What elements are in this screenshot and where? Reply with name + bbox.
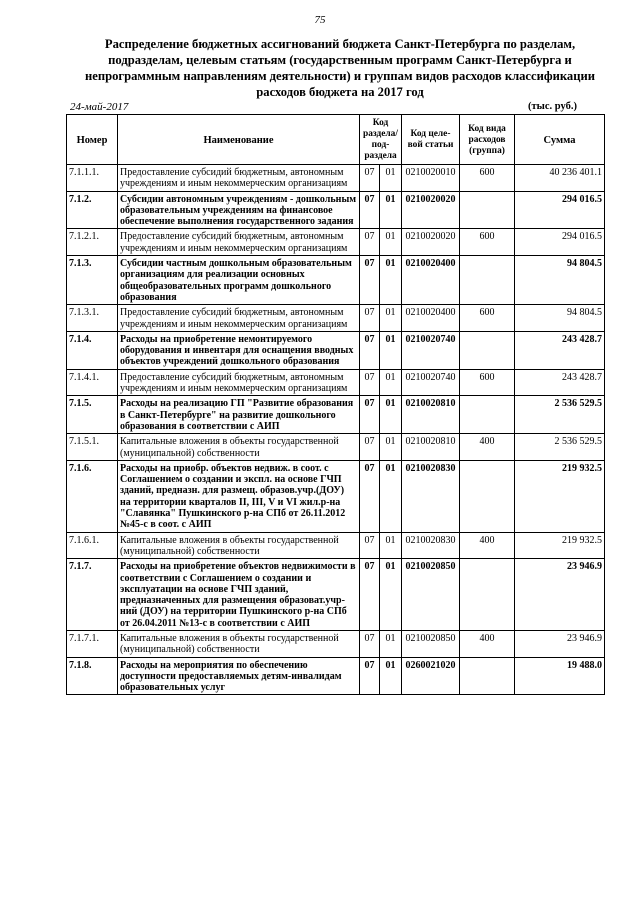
table-row xyxy=(67,532,605,559)
row-sum: 94 804.5 xyxy=(515,305,605,332)
row-name: Субсидии автономным учреждениям - дошкольным образовательным учреждениям на финансовое обеспечение выполнения государственного задания xyxy=(118,191,360,229)
header-number: Номер xyxy=(67,115,118,165)
row-section-code: 07 xyxy=(360,229,380,256)
row-number: 7.1.8. xyxy=(67,657,118,695)
row-section-code: 07 xyxy=(360,532,380,559)
row-subsection-code: 01 xyxy=(380,460,402,532)
row-subsection-code: 01 xyxy=(380,229,402,256)
row-expense-group xyxy=(460,657,515,695)
row-section-code: 07 xyxy=(360,396,380,434)
row-section-code: 07 xyxy=(360,630,380,657)
row-subsection-code: 01 xyxy=(380,305,402,332)
row-expense-group: 400 xyxy=(460,532,515,559)
row-target-code: 0210020010 xyxy=(402,165,460,192)
row-section-code: 07 xyxy=(360,559,380,631)
row-subsection-code: 01 xyxy=(380,165,402,192)
row-name: Капитальные вложения в объекты государственной (муниципальной) собственности xyxy=(118,434,360,461)
row-number: 7.1.3. xyxy=(67,256,118,305)
row-subsection-code: 01 xyxy=(380,630,402,657)
row-target-code: 0210020400 xyxy=(402,305,460,332)
row-number: 7.1.3.1. xyxy=(67,305,118,332)
row-sum: 23 946.9 xyxy=(515,630,605,657)
row-target-code: 0210020830 xyxy=(402,460,460,532)
row-target-code: 0210020810 xyxy=(402,396,460,434)
title-line: подразделам, целевым статьям (государственным программ Санкт-Петербурга и xyxy=(108,53,572,67)
row-section-code: 07 xyxy=(360,305,380,332)
row-sum: 19 488.0 xyxy=(515,657,605,695)
row-target-code: 0210020830 xyxy=(402,532,460,559)
row-expense-group: 400 xyxy=(460,630,515,657)
title-line: непрограммным направлениям деятельности) и группам видов расходов классификации xyxy=(85,69,595,83)
table-row xyxy=(67,331,605,369)
row-name: Расходы на приобретение объектов недвижимости в соответствии с Соглашением о создании и эксплуатации на основе ГЧП зданий, предназначенных для размещения образоват.учр-ний (ДОУ) на территории Пушкинского р-на СПб от 26.04.2011 №13-с в соответствии с АИП xyxy=(118,559,360,631)
table-row xyxy=(67,165,605,192)
row-sum: 219 932.5 xyxy=(515,460,605,532)
table-header-row xyxy=(67,115,605,165)
row-expense-group xyxy=(460,460,515,532)
row-name: Капитальные вложения в объекты государственной (муниципальной) собственности xyxy=(118,630,360,657)
row-name: Расходы на приобретение немонтируемого оборудования и инвентаря для оснащения вводных объектов учреждений дошкольного образования xyxy=(118,331,360,369)
table-row xyxy=(67,191,605,229)
row-name: Предоставление субсидий бюджетным, автономным учреждениям и иным некоммерческим организациям xyxy=(118,165,360,192)
row-subsection-code: 01 xyxy=(380,331,402,369)
table-row xyxy=(67,396,605,434)
page-number: 75 xyxy=(314,14,326,26)
row-expense-group: 600 xyxy=(460,369,515,396)
row-number: 7.1.6.1. xyxy=(67,532,118,559)
row-section-code: 07 xyxy=(360,165,380,192)
row-sum: 294 016.5 xyxy=(515,229,605,256)
row-expense-group: 600 xyxy=(460,229,515,256)
budget-table xyxy=(66,114,605,695)
row-expense-group xyxy=(460,191,515,229)
row-section-code: 07 xyxy=(360,369,380,396)
row-section-code: 07 xyxy=(360,256,380,305)
row-section-code: 07 xyxy=(360,191,380,229)
table-row xyxy=(67,630,605,657)
row-sum: 243 428.7 xyxy=(515,331,605,369)
row-expense-group: 400 xyxy=(460,434,515,461)
row-section-code: 07 xyxy=(360,657,380,695)
row-sum: 294 016.5 xyxy=(515,191,605,229)
row-name: Расходы на приобр. объектов недвиж. в соот. с Соглашением о создании и экспл. на основе ГЧП зданий, предназн. для размещ. образов.учр.(ДОУ) на территории кварталов II, III, V и VI жил.р-на "Славянка" Пушкинского р-на СПб от 26.11.2012 №45-с в соот. с АИП xyxy=(118,460,360,532)
row-subsection-code: 01 xyxy=(380,657,402,695)
row-subsection-code: 01 xyxy=(380,434,402,461)
row-number: 7.1.7.1. xyxy=(67,630,118,657)
row-name: Капитальные вложения в объекты государственной (муниципальной) собственности xyxy=(118,532,360,559)
header-name: Наименование xyxy=(118,115,360,165)
table-row xyxy=(67,369,605,396)
row-sum: 2 536 529.5 xyxy=(515,396,605,434)
row-number: 7.1.6. xyxy=(67,460,118,532)
row-sum: 219 932.5 xyxy=(515,532,605,559)
row-target-code: 0210020020 xyxy=(402,229,460,256)
document-title xyxy=(70,36,610,100)
row-target-code: 0210020400 xyxy=(402,256,460,305)
row-section-code: 07 xyxy=(360,460,380,532)
row-target-code: 0210020810 xyxy=(402,434,460,461)
row-section-code: 07 xyxy=(360,434,380,461)
row-target-code: 0260021020 xyxy=(402,657,460,695)
row-sum: 243 428.7 xyxy=(515,369,605,396)
row-number: 7.1.4. xyxy=(67,331,118,369)
row-number: 7.1.5. xyxy=(67,396,118,434)
row-sum: 23 946.9 xyxy=(515,559,605,631)
table-row xyxy=(67,229,605,256)
row-name: Предоставление субсидий бюджетным, автономным учреждениям и иным некоммерческим организациям xyxy=(118,305,360,332)
header-section-code: Код раздела/ под-раздела xyxy=(360,115,402,165)
row-subsection-code: 01 xyxy=(380,369,402,396)
row-number: 7.1.1.1. xyxy=(67,165,118,192)
row-expense-group xyxy=(460,331,515,369)
header-expense-group: Код вида расходов (группа) xyxy=(460,115,515,165)
row-expense-group: 600 xyxy=(460,165,515,192)
row-name: Расходы на мероприятия по обеспечению доступности предоставляемых детям-инвалидам образовательных услуг xyxy=(118,657,360,695)
row-target-code: 0210020850 xyxy=(402,559,460,631)
row-name: Предоставление субсидий бюджетным, автономным учреждениям и иным некоммерческим организациям xyxy=(118,369,360,396)
title-line: расходов бюджета на 2017 год xyxy=(256,85,424,99)
row-number: 7.1.2. xyxy=(67,191,118,229)
row-expense-group xyxy=(460,559,515,631)
row-name: Субсидии частным дошкольным образовательным организациям для реализации основных общеобразовательных программ дошкольного образования xyxy=(118,256,360,305)
row-subsection-code: 01 xyxy=(380,396,402,434)
row-subsection-code: 01 xyxy=(380,256,402,305)
row-sum: 2 536 529.5 xyxy=(515,434,605,461)
document-date: 24-май-2017 xyxy=(70,101,129,113)
header-sum: Сумма xyxy=(515,115,605,165)
row-expense-group xyxy=(460,256,515,305)
title-line: Распределение бюджетных ассигнований бюджета Санкт-Петербурга по разделам, xyxy=(104,37,576,51)
table-row xyxy=(67,305,605,332)
row-expense-group xyxy=(460,396,515,434)
row-name: Предоставление субсидий бюджетным, автономным учреждениям и иным некоммерческим организациям xyxy=(118,229,360,256)
row-target-code: 0210020740 xyxy=(402,331,460,369)
row-number: 7.1.5.1. xyxy=(67,434,118,461)
row-section-code: 07 xyxy=(360,331,380,369)
row-target-code: 0210020850 xyxy=(402,630,460,657)
row-subsection-code: 01 xyxy=(380,191,402,229)
row-name: Расходы на реализацию ГП "Развитие образования в Санкт-Петербурге" на развитие дошкольного образования в соответствии с АИП xyxy=(118,396,360,434)
table-body xyxy=(67,165,605,695)
row-expense-group: 600 xyxy=(460,305,515,332)
row-target-code: 0210020740 xyxy=(402,369,460,396)
header-target-code: Код целе-вой статьи xyxy=(402,115,460,165)
table-row xyxy=(67,434,605,461)
row-number: 7.1.2.1. xyxy=(67,229,118,256)
row-number: 7.1.7. xyxy=(67,559,118,631)
table-row xyxy=(67,256,605,305)
row-sum: 94 804.5 xyxy=(515,256,605,305)
table-row xyxy=(67,657,605,695)
table-row xyxy=(67,559,605,631)
table-row xyxy=(67,460,605,532)
row-subsection-code: 01 xyxy=(380,559,402,631)
row-subsection-code: 01 xyxy=(380,532,402,559)
units-label: (тыс. руб.) xyxy=(528,101,577,112)
row-sum: 40 236 401.1 xyxy=(515,165,605,192)
row-target-code: 0210020020 xyxy=(402,191,460,229)
row-number: 7.1.4.1. xyxy=(67,369,118,396)
